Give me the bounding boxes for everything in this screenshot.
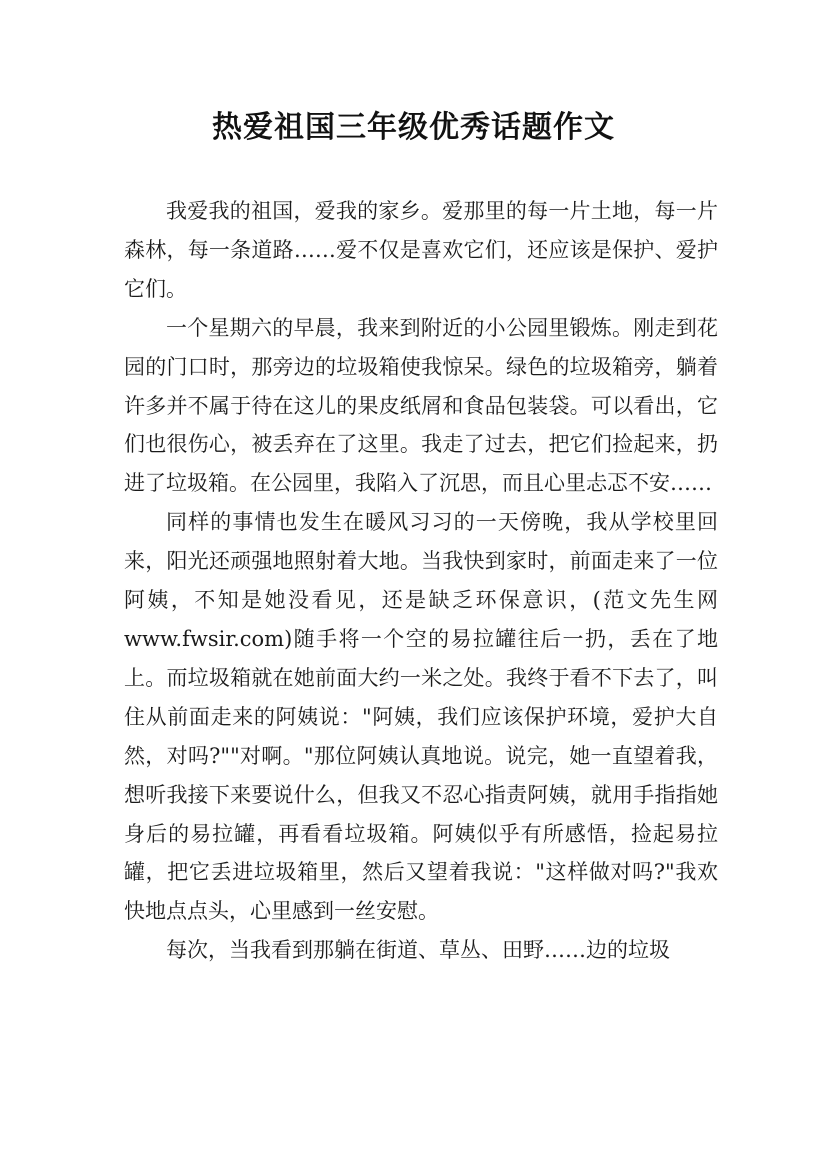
document-body <box>124 192 718 970</box>
paragraph-4: 每次，当我看到那躺在街道、草丛、田野……边的垃圾 <box>166 938 670 963</box>
paragraph-3: 同样的事情也发生在暖风习习的一天傍晚，我从学校里回来，阳光还顽强地照射着大地。当我快到家时，前面走来了一位阿姨，不知是她没看见，还是缺乏环保意识，(范文先生网 www.fwsir.com)随手将一个空的易拉罐往后一扔，丢在了地上。而垃圾箱就在她前面大约一米之处。我终于看不下去了，叫住从前面走来的阿姨说："阿姨，我们应该保护环境，爱护大自然，对吗?""对啊。"那位阿姨认真地说。说完，她一直望着我，想听我接下来要说什么，但我又不忍心指责阿姨，就用手指指她身后的易拉罐，再看看垃圾箱。阿姨似乎有所感悟，捡起易拉罐，把它丢进垃圾箱里，然后又望着我说："这样做对吗?"我欢快地点点头，心里感到一丝安慰。 <box>124 510 718 924</box>
document-title: 热爱祖国三年级优秀话题作文 <box>212 110 615 145</box>
paragraph-2: 一个星期六的早晨，我来到附近的小公园里锻炼。刚走到花园的门口时，那旁边的垃圾箱使我惊呆。绿色的垃圾箱旁，躺着许多并不属于待在这儿的果皮纸屑和食品包装袋。可以看出，它们也很伤心，被丢弃在了这里。我走了过去，把它们捡起来，扔进了垃圾箱。在公园里，我陷入了沉思，而且心里忐忑不安…… <box>124 315 718 496</box>
paragraph-1: 我爱我的祖国，爱我的家乡。爱那里的每一片土地，每一片森林，每一条道路……爱不仅是喜欢它们，还应该是保护、爱护它们。 <box>124 199 718 301</box>
